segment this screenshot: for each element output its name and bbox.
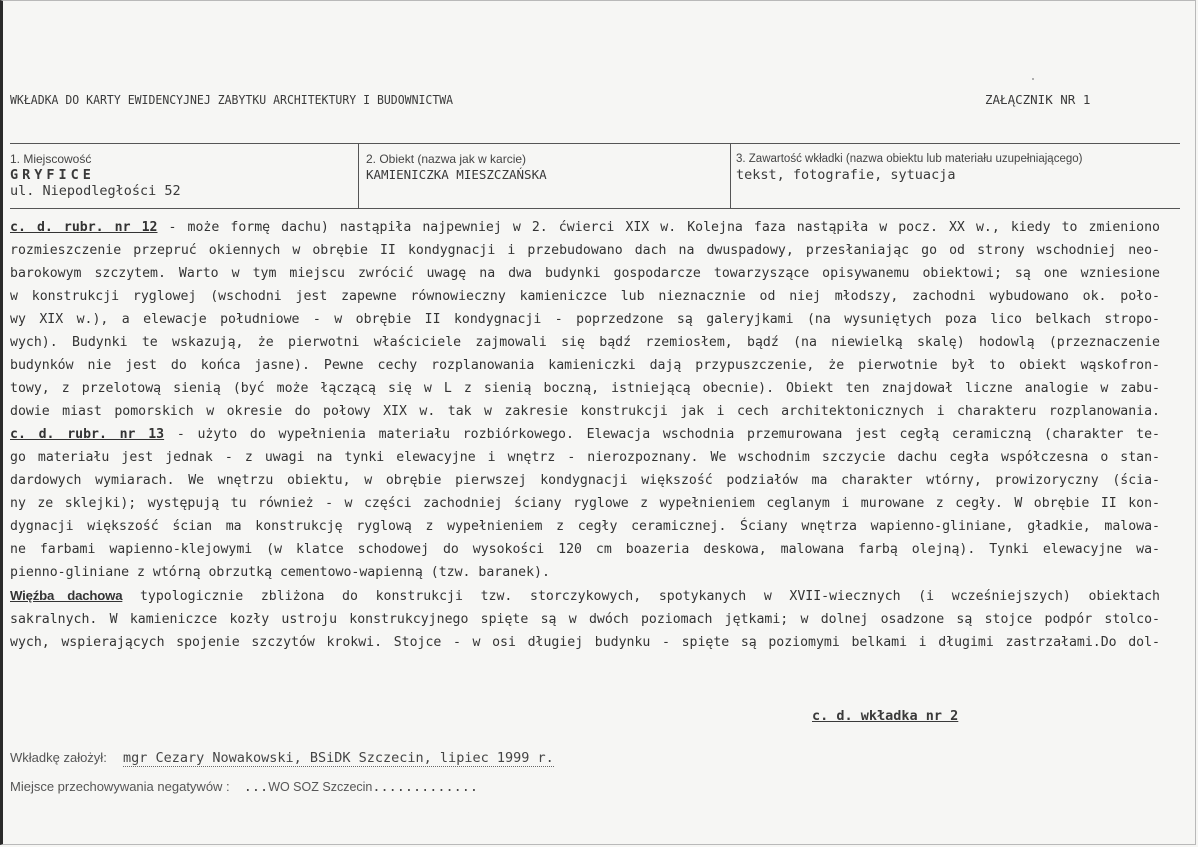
street-address: ul. Niepodległości 52	[10, 183, 181, 199]
text-line: typologicznie zbliżona do konstrukcji tzw. storczykowych, spotykanych w XVII-wiecznych (i wcześniejszych) obiektach	[122, 589, 1160, 604]
attachment-number: ZAŁĄCZNIK NR 1	[985, 92, 1091, 107]
text-line: wych, wspierających spojenie szczytów krokwi. Stojce - w osi długiej budynku - spięte są poziomymi belkami i długimi zastrzałami.Do dol-	[10, 635, 1160, 650]
footer-negatives	[10, 779, 478, 795]
text-line: go materiału jest jednak - z uwagi na tynki elewacyjne i wnętrz - nierozpoznany. We wschodnim szczycie dachu cegła współczesna o stan-	[10, 450, 1160, 465]
contents-value: tekst, fotografie, sytuacja	[736, 167, 956, 183]
text-line: pienno-gliniane z wtórną obrzutką cementowo-wapienną (tzw. baranek).	[10, 565, 550, 580]
text-line: barokowym szczytem. Warto w tym miejscu zwrócić uwagę na dwa budynki gospodarcze towarzyszące opisywanemu obiektowi; są one wzniesione	[10, 266, 1160, 281]
speck	[1032, 78, 1034, 80]
text-line: dardowych wymiarach. We wnętrzu obiektu, w obrębie pierwszej kondygnacji większość podziałów ma charakter wtórny, prowizoryczny (ścia-	[10, 473, 1160, 488]
continuation-note: c. d. wkładka nr 2	[812, 708, 959, 724]
negatives-dots-left: ...	[243, 779, 269, 795]
text-line: wy XIX w.), a elewacje południowe - w obrębie II kondygnacji - poprzedzone są galeryjkami (na wysuniętych poza lico belkach stropo-	[10, 312, 1160, 327]
text-line: towy, z przelotową sienią (być może łączącą się w L z sienią boczną, istniejącą obecnie). Obiekt ten znajdował liczne analogie w zabu-	[10, 381, 1160, 396]
text-line: dygnacji większość ścian ma konstrukcję ryglową z wypełnieniem z cegły ceramicznej. Ściany wnętrza wapienno-gliniane, gładkie, malowa-	[10, 519, 1160, 534]
text-line: - użyto do wypełnienia materiału rozbiórkowego. Elewacja wschodnia przemurowana jest cegłą ceramiczną (charakter te-	[164, 427, 1160, 442]
negatives-value: WO SOZ Szczecin	[268, 780, 373, 794]
author-label: Wkładkę założył:	[10, 750, 107, 765]
town-name: GRYFICE	[10, 167, 95, 183]
field-contents-label: 3. Zawartość wkładki (nazwa obiektu lub materiału uzupełniającego)	[736, 153, 1083, 165]
footer-author	[10, 750, 554, 766]
column-divider-1	[358, 143, 359, 208]
field-object-label: 2. Obiekt (nazwa jak w karcie)	[366, 152, 527, 166]
author-value-text: mgr Cezary Nowakowski, BSiDK Szczecin, lipiec 1999 r.	[122, 750, 554, 766]
text-line: w konstrukcji ryglowej (wschodni jest zapewne równowieczny kamieniczce lub nieznacznie od niej młodszy, zachodni wybudowano ok. poło-	[10, 289, 1160, 304]
field-locality-label: 1. Miejscowość	[10, 152, 92, 166]
field-contents	[736, 151, 1186, 183]
text-line: rozmieszczenie przepruć okiennych w obrębie II kondygnacji i przebudowano dach na dwuspadowy, przesłaniając go od strony wschodniej neo-	[10, 243, 1160, 258]
header-rule-top	[10, 143, 1180, 144]
body-text	[10, 216, 1160, 654]
object-name: KAMIENICZKA MIESZCZAŃSKA	[366, 167, 547, 182]
column-divider-2	[730, 143, 731, 208]
negatives-label: Miejsce przechowywania negatywów :	[10, 779, 230, 794]
header-rule-bottom	[10, 208, 1180, 209]
section-ref-roof: Więźba dachowa	[10, 588, 123, 603]
text-line: ny ze sklejki); występują tu również - w części zachodniej ściany ryglowe z wypełnieniem ceglanym i murowane z cegły. W obrębie II kon-	[10, 496, 1160, 511]
author-value	[123, 750, 554, 767]
section-ref-13: c. d. rubr. nr 13	[10, 427, 165, 442]
negatives-dots-right: .............	[372, 779, 479, 795]
field-locality	[10, 151, 350, 199]
text-line: sakralnych. W kamieniczce kozły ustroju konstrukcyjnego spięte są w dwóch poziomach jętkami; w dolnej osadzone są stojce podpór stolco-	[10, 612, 1160, 627]
text-line: wych). Budynki te wskazują, że pierwotni właściciele zajmowali się bądź rzemiosłem, bądź (na niewielką skalę) hodowlą (przeznaczenie	[10, 335, 1160, 350]
text-line: ne farbami wapienno-klejowymi (w klatce schodowej do wysokości 120 cm boazeria deskowa, malowana farbą olejną). Tynki elewacyjne wa-	[10, 542, 1160, 557]
section-ref-12: c. d. rubr. nr 12	[10, 220, 158, 235]
field-object	[366, 151, 726, 183]
text-line: - może formę dachu) nastąpiła najpewniej w 2. ćwierci XIX w. Kolejna faza nastąpiła w pocz. XX w., kiedy to zmieniono	[157, 220, 1160, 235]
text-line: budynków nie jest do końca jasne). Pewne cechy rozplanowania kamieniczki dają przypuszczenie, że pierwotnie był to obiekt wąskofron-	[10, 358, 1160, 373]
document-title: WKŁADKA DO KARTY EWIDENCYJNEJ ZABYTKU ARCHITEKTURY I BUDOWNICTWA	[10, 92, 454, 107]
text-line: dowie miast pomorskich w okresie do połowy XIX w. tak w zakresie konstrukcji jak i cech architektonicznych i charakteru rozplanowania.	[10, 404, 1160, 419]
